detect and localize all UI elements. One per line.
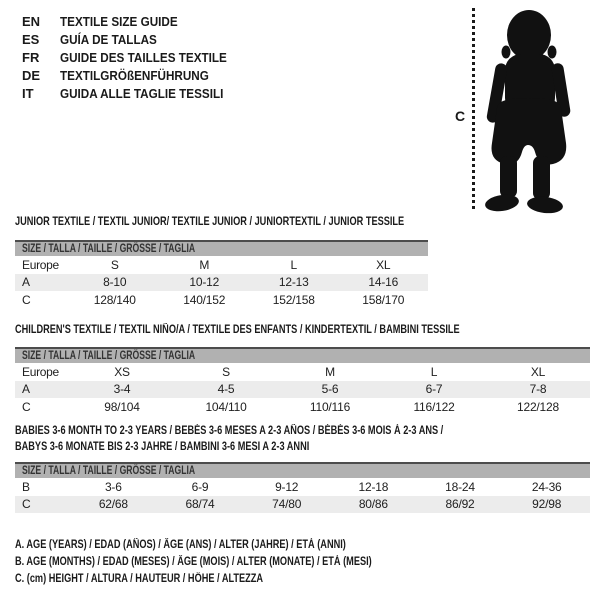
age-cell: 8-10	[103, 275, 127, 290]
age-cell: 12-18	[358, 479, 389, 494]
size-cell: XL	[530, 364, 546, 379]
table-header-label: SIZE / TALLA / TAILLE / GRÖSSE / TAGLIA	[22, 350, 196, 362]
height-cell: 86/92	[445, 497, 475, 512]
row-label: C	[22, 292, 31, 307]
language-code: DE	[22, 67, 41, 83]
size-cell: XS	[114, 364, 130, 379]
table-header-label: SIZE / TALLA / TAILLE / GRÖSSE / TAGLIA	[22, 465, 196, 477]
junior-size-table	[15, 240, 428, 309]
language-title: GUIDA ALLE TAGLIE TESSILI	[60, 85, 224, 101]
language-row-it	[22, 84, 245, 102]
children-section-title: CHILDREN'S TEXTILE / TEXTIL NIÑO/A / TEXTILE DES ENFANTS / KINDERTEXTIL / BAMBINI TESSILE	[15, 324, 460, 336]
height-cell: 140/152	[183, 292, 226, 307]
babies-title-line-2: BABYS 3-6 MONATE BIS 2-3 JAHRE / BAMBINI 3-6 MESI A 2-3 ANNI	[15, 441, 310, 453]
age-cell: 10-12	[189, 275, 220, 290]
size-cell: M	[199, 257, 210, 272]
table-row-age	[15, 274, 428, 292]
height-cell: 116/122	[413, 399, 455, 414]
table-header	[15, 240, 428, 256]
age-cell: 12-13	[278, 275, 309, 290]
table-row-europe	[15, 363, 590, 381]
language-row-fr	[22, 48, 245, 66]
language-title: GUÍA DE TALLAS	[60, 31, 157, 47]
language-row-de	[22, 66, 245, 84]
language-code: ES	[22, 31, 40, 47]
language-title: GUIDE DES TAILLES TEXTILE	[60, 49, 227, 65]
table-row-age	[15, 381, 590, 399]
size-cell: S	[110, 257, 119, 272]
height-cell: 152/158	[272, 292, 315, 307]
row-label: C	[22, 497, 31, 512]
table-row-age	[15, 478, 590, 496]
size-cell: L	[290, 257, 297, 272]
table-row-height	[15, 398, 590, 416]
junior-section-title: JUNIOR TEXTILE / TEXTIL JUNIOR/ TEXTILE JUNIOR / JUNIORTEXTIL / JUNIOR TESSILE	[15, 216, 405, 228]
age-cell: 9-12	[275, 479, 299, 494]
age-cell: 18-24	[445, 479, 475, 494]
row-label: Europe	[22, 257, 59, 272]
size-cell: M	[325, 364, 335, 379]
baby-silhouette	[483, 8, 593, 214]
age-cell: 7-8	[529, 382, 547, 397]
size-cell: L	[430, 364, 438, 379]
babies-size-table	[15, 462, 590, 513]
height-cell: 74/80	[272, 497, 302, 512]
height-cell: 80/86	[358, 497, 388, 512]
height-cell: 122/128	[517, 399, 559, 414]
language-title: TEXTILE SIZE GUIDE	[60, 13, 178, 29]
height-dashed-line	[472, 8, 475, 209]
height-cell: 98/104	[104, 399, 140, 414]
babies-section-title	[15, 423, 443, 455]
age-cell: 24-36	[531, 479, 562, 494]
language-list	[22, 12, 245, 102]
row-label: Europe	[22, 364, 59, 379]
size-cell: S	[222, 364, 230, 379]
baby-silhouette-shape	[484, 10, 571, 214]
table-row-height	[15, 496, 590, 514]
row-label: A	[22, 275, 30, 290]
age-cell: 14-16	[368, 275, 399, 290]
language-row-en	[22, 12, 245, 30]
row-label: A	[22, 382, 30, 397]
age-cell: 3-4	[113, 382, 131, 397]
age-cell: 6-7	[425, 382, 443, 397]
table-row-europe	[15, 256, 428, 274]
language-code: IT	[22, 85, 34, 101]
footnote-b: B. AGE (MONTHS) / EDAD (MESES) / ÂGE (MOIS) / ALTER (MONATE) / ETÀ (MESI)	[15, 556, 372, 568]
footnote-c: C. (cm) HEIGHT / ALTURA / HAUTEUR / HÖHE / ALTEZZA	[15, 573, 264, 585]
age-cell: 5-6	[321, 382, 339, 397]
height-cell: 128/140	[93, 292, 136, 307]
height-cell: 104/110	[205, 399, 247, 414]
language-row-es	[22, 30, 245, 48]
babies-title-line-1: BABIES 3-6 MONTH TO 2-3 YEARS / BEBÉS 3-6 MESES A 2-3 AÑOS / BÉBÉS 3-6 MOIS À 2-3 ANS /	[15, 425, 444, 437]
table-header-label: SIZE / TALLA / TAILLE / GRÖSSE / TAGLIA	[22, 243, 196, 255]
row-label: C	[22, 399, 31, 414]
footnote-a: A. AGE (YEARS) / EDAD (AÑOS) / ÂGE (ANS) / ALTER (JAHRE) / ETÀ (ANNI)	[15, 539, 346, 551]
size-cell: XL	[376, 257, 391, 272]
row-label: B	[22, 479, 30, 494]
age-cell: 4-5	[217, 382, 235, 397]
children-size-table	[15, 347, 590, 416]
table-header	[15, 462, 590, 478]
table-header	[15, 347, 590, 363]
height-cell: 62/68	[98, 497, 128, 512]
table-row-height	[15, 291, 428, 309]
age-cell: 6-9	[191, 479, 209, 494]
language-code: FR	[22, 49, 40, 65]
footnote-list	[15, 537, 461, 588]
height-cell: 92/98	[532, 497, 562, 512]
language-code: EN	[22, 13, 41, 29]
height-cell: 110/116	[309, 399, 351, 414]
language-title: TEXTILGRÖßENFÜHRUNG	[60, 67, 209, 83]
height-label-c: C	[455, 108, 466, 124]
height-cell: 68/74	[185, 497, 215, 512]
height-cell: 158/170	[362, 292, 405, 307]
age-cell: 3-6	[104, 479, 122, 494]
